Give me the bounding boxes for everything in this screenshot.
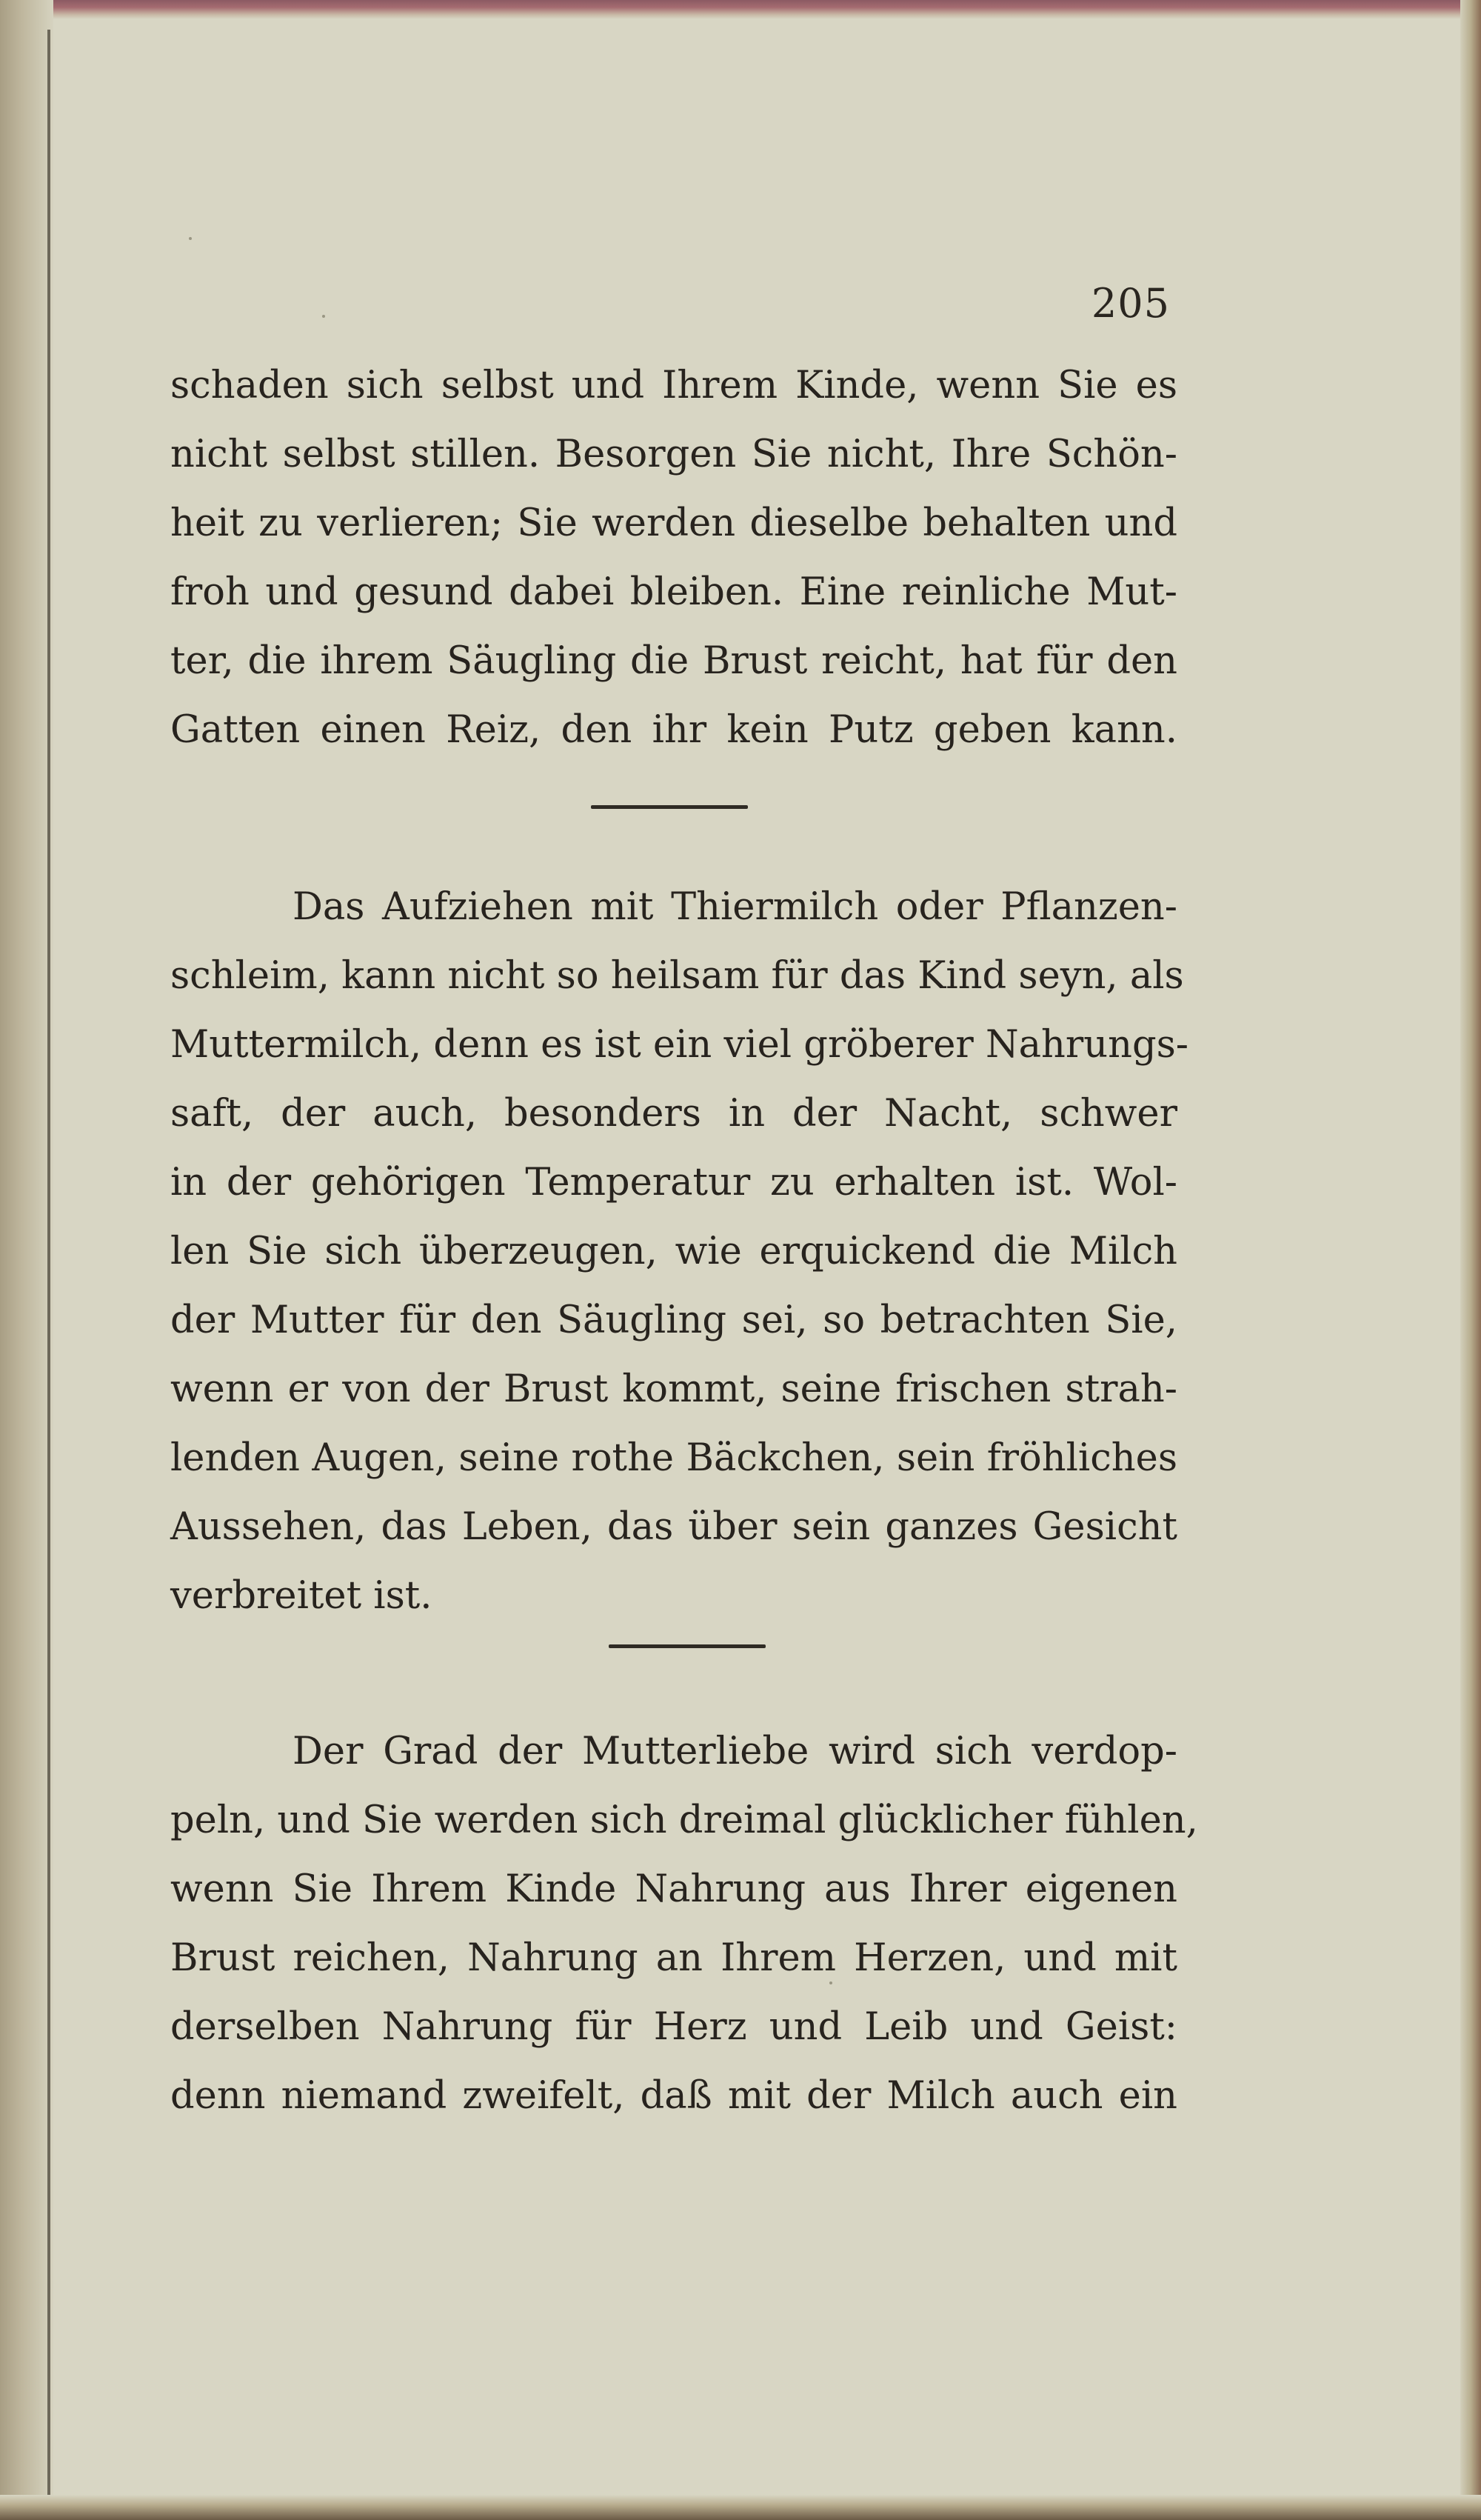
text-line: froh und gesund dabei bleiben. Eine reinliche Mut-: [170, 570, 1177, 614]
section-divider: [609, 1644, 766, 1648]
paragraph-2: [170, 873, 1189, 1630]
gutter-shadow-line: [47, 30, 50, 2496]
paper-speck: [322, 315, 325, 318]
binding-gutter: [0, 0, 53, 2520]
text-line: denn niemand zweifelt, daß mit der Milch auch ein: [170, 2074, 1177, 2118]
text-line: len Sie sich überzeugen, wie erquickend die Milch: [170, 1230, 1177, 1273]
text-line: Das Aufziehen mit Thiermilch oder Pflanzen-: [292, 885, 1177, 929]
text-line: ter, die ihrem Säugling die Brust reicht, hat für den: [170, 639, 1177, 683]
text-line: schleim, kann nicht so heilsam für das Kind seyn, als: [170, 954, 1184, 998]
text-line: derselben Nahrung für Herz und Leib und Geist:: [170, 2005, 1177, 2049]
page-top-edge: [0, 0, 1481, 19]
page-right-edge: [1460, 0, 1481, 2520]
text-line: saft, der auch, besonders in der Nacht, schwer: [170, 1092, 1177, 1136]
text-line: nicht selbst stillen. Besorgen Sie nicht, Ihre Schön-: [170, 433, 1177, 476]
text-line: verbreitet ist.: [170, 1574, 432, 1618]
text-line: in der gehörigen Temperatur zu erhalten ist. Wol-: [170, 1161, 1177, 1204]
text-line: der Mutter für den Säugling sei, so betrachten Sie,: [170, 1299, 1177, 1342]
paper-speck: [189, 237, 192, 240]
text-line: Der Grad der Mutterliebe wird sich verdop-: [292, 1730, 1177, 1773]
text-line: lenden Augen, seine rothe Bäckchen, sein fröhliches: [170, 1436, 1177, 1480]
text-line: wenn er von der Brust kommt, seine frischen strah-: [170, 1367, 1177, 1411]
text-line: Gatten einen Reiz, den ihr kein Putz geben kann.: [170, 708, 1177, 752]
paragraph-3: [170, 1717, 1198, 2130]
text-line: Muttermilch, denn es ist ein viel gröberer Nahrungs-: [170, 1023, 1189, 1067]
text-line: heit zu verlieren; Sie werden dieselbe behalten und: [170, 501, 1177, 545]
text-line: peln, und Sie werden sich dreimal glücklicher fühlen,: [170, 1799, 1198, 1842]
paragraph-1: [170, 351, 1177, 764]
text-line: Aussehen, das Leben, das über sein ganzes Gesicht: [170, 1505, 1177, 1549]
text-line: schaden sich selbst und Ihrem Kinde, wenn Sie es: [170, 364, 1177, 407]
page-number: 205: [1091, 280, 1170, 327]
section-divider: [591, 805, 748, 809]
text-line: wenn Sie Ihrem Kinde Nahrung aus Ihrer eigenen: [170, 1867, 1177, 1911]
text-line: Brust reichen, Nahrung an Ihrem Herzen, und mit: [170, 1936, 1177, 1980]
page-bottom-edge: [0, 2495, 1481, 2520]
